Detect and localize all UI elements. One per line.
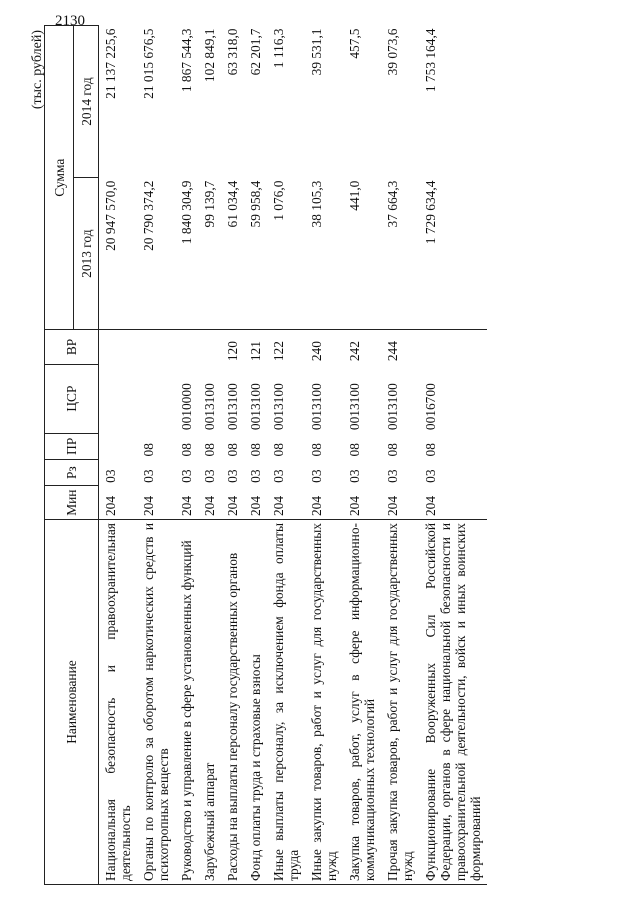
row-vr <box>198 330 221 364</box>
row-value-2013: 37 664,3 <box>381 178 419 330</box>
row-csr: 0016700 <box>423 383 438 431</box>
row-pr: 08 <box>179 443 194 457</box>
row-value-2014: 1 753 164,4 <box>423 28 438 93</box>
table-row <box>221 26 244 885</box>
row-name: Иные выплаты персоналу, за исключением фонда оплаты труда <box>267 520 305 885</box>
row-vr <box>99 330 138 364</box>
row-min: 204 <box>267 486 305 520</box>
table-row <box>198 26 221 885</box>
row-name: Закупка товаров, работ, услуг в сфере информационно-коммуникационных технологий <box>343 520 381 885</box>
row-value-2013: 99 139,7 <box>198 178 221 330</box>
row-name: Руководство и управление в сфере установленных функций <box>175 520 198 885</box>
header-csr: ЦСР <box>45 364 99 433</box>
table-body <box>99 26 488 885</box>
header-min: Мин <box>45 486 99 520</box>
row-name: Прочая закупка товаров, работ и услуг для государственных нужд <box>381 520 419 885</box>
table-row <box>137 26 175 885</box>
page-number: 2130 <box>55 13 85 29</box>
row-pr: 08 <box>141 443 156 457</box>
row-name: Иные закупки товаров, работ и услуг для государственных нужд <box>305 520 343 885</box>
row-pr: 08 <box>347 443 362 457</box>
row-csr: 0013100 <box>225 383 240 431</box>
row-value-2014: 39 073,6 <box>385 28 400 76</box>
row-rz: 03 <box>202 469 217 483</box>
row-min: 204 <box>343 486 381 520</box>
row-min: 204 <box>305 486 343 520</box>
row-value-2014: 1 116,3 <box>271 28 286 69</box>
table-row <box>419 26 487 885</box>
table-row <box>244 26 267 885</box>
header-pr: ПР <box>45 433 99 459</box>
row-value-2014: 63 318,0 <box>225 28 240 76</box>
row-rz: 03 <box>141 469 156 483</box>
row-value-2014: 62 201,7 <box>248 28 263 76</box>
row-min: 204 <box>221 486 244 520</box>
row-csr: 0013100 <box>271 383 286 431</box>
row-vr: 244 <box>381 330 419 364</box>
row-min: 204 <box>99 486 138 520</box>
row-value-2013: 1 729 634,4 <box>419 178 487 330</box>
row-name: Расходы на выплаты персоналу государственных органов <box>221 520 244 885</box>
row-min: 204 <box>381 486 419 520</box>
row-value-2013: 20 947 570,0 <box>99 178 138 330</box>
header-sum: Сумма <box>45 26 74 330</box>
row-min: 204 <box>198 486 221 520</box>
row-pr: 08 <box>225 443 240 457</box>
row-value-2013: 61 034,4 <box>221 178 244 330</box>
row-name: Органы по контролю за оборотом наркотических средств и психотропных веществ <box>137 520 175 885</box>
row-value-2013: 1 840 304,9 <box>175 178 198 330</box>
row-rz: 03 <box>385 469 400 483</box>
row-rz: 03 <box>309 469 324 483</box>
row-csr: 0013100 <box>309 383 324 431</box>
header-name: Наименование <box>45 520 99 885</box>
row-csr: 0010000 <box>179 383 194 431</box>
row-pr: 08 <box>248 443 263 457</box>
row-rz: 03 <box>103 469 118 483</box>
header-vr: ВР <box>45 330 99 364</box>
row-rz: 03 <box>179 469 194 483</box>
row-pr: 08 <box>385 443 400 457</box>
row-rz: 03 <box>248 469 263 483</box>
row-name: Функционирование Вооруженных Сил Российской Федерации, органов в сфере национальной безопасности и правоохранительной деятельности, войск и иных воинских формирований <box>419 520 487 885</box>
row-vr: 240 <box>305 330 343 364</box>
row-rz: 03 <box>347 469 362 483</box>
row-name: Фонд оплаты труда и страховые взносы <box>244 520 267 885</box>
row-pr: 08 <box>423 443 438 457</box>
budget-table <box>44 25 487 885</box>
row-rz: 03 <box>225 469 240 483</box>
row-value-2014: 21 015 676,5 <box>141 28 156 99</box>
row-value-2013: 1 076,0 <box>267 178 305 330</box>
row-min: 204 <box>419 486 487 520</box>
row-csr <box>137 364 175 433</box>
row-min: 204 <box>244 486 267 520</box>
table-row <box>99 26 138 885</box>
units-label: (тыс. рублей) <box>30 30 45 110</box>
row-pr: 08 <box>271 443 286 457</box>
row-name: Зарубежный аппарат <box>198 520 221 885</box>
row-vr <box>137 330 175 364</box>
row-pr <box>99 433 138 459</box>
row-csr: 0013100 <box>202 383 217 431</box>
row-value-2013: 59 958,4 <box>244 178 267 330</box>
header-2014: 2014 год <box>74 26 99 178</box>
row-vr: 242 <box>343 330 381 364</box>
row-csr <box>99 364 138 433</box>
table-row <box>305 26 343 885</box>
row-min: 204 <box>175 486 198 520</box>
table-row <box>267 26 305 885</box>
row-csr: 0013100 <box>347 383 362 431</box>
header-rz: Рз <box>45 459 99 485</box>
row-csr: 0013100 <box>385 383 400 431</box>
row-value-2014: 1 867 544,3 <box>179 28 194 93</box>
row-vr: 121 <box>244 330 267 364</box>
row-vr: 122 <box>267 330 305 364</box>
row-value-2013: 20 790 374,2 <box>137 178 175 330</box>
row-name: Национальная безопасность и правоохранительная деятельность <box>99 520 138 885</box>
row-value-2014: 457,5 <box>347 28 362 59</box>
row-vr: 120 <box>221 330 244 364</box>
row-vr <box>175 330 198 364</box>
row-value-2013: 38 105,3 <box>305 178 343 330</box>
row-rz: 03 <box>271 469 286 483</box>
row-value-2014: 102 849,1 <box>202 28 217 83</box>
row-vr <box>419 330 487 364</box>
row-value-2013: 441,0 <box>343 178 381 330</box>
row-pr: 08 <box>202 443 217 457</box>
table-row <box>175 26 198 885</box>
row-pr: 08 <box>309 443 324 457</box>
table-row <box>381 26 419 885</box>
table-row <box>343 26 381 885</box>
row-value-2014: 39 531,1 <box>309 28 324 76</box>
row-value-2014: 21 137 225,6 <box>103 28 118 99</box>
row-rz: 03 <box>423 469 438 483</box>
row-min: 204 <box>137 486 175 520</box>
row-csr: 0013100 <box>248 383 263 431</box>
header-2013: 2013 год <box>74 178 99 330</box>
